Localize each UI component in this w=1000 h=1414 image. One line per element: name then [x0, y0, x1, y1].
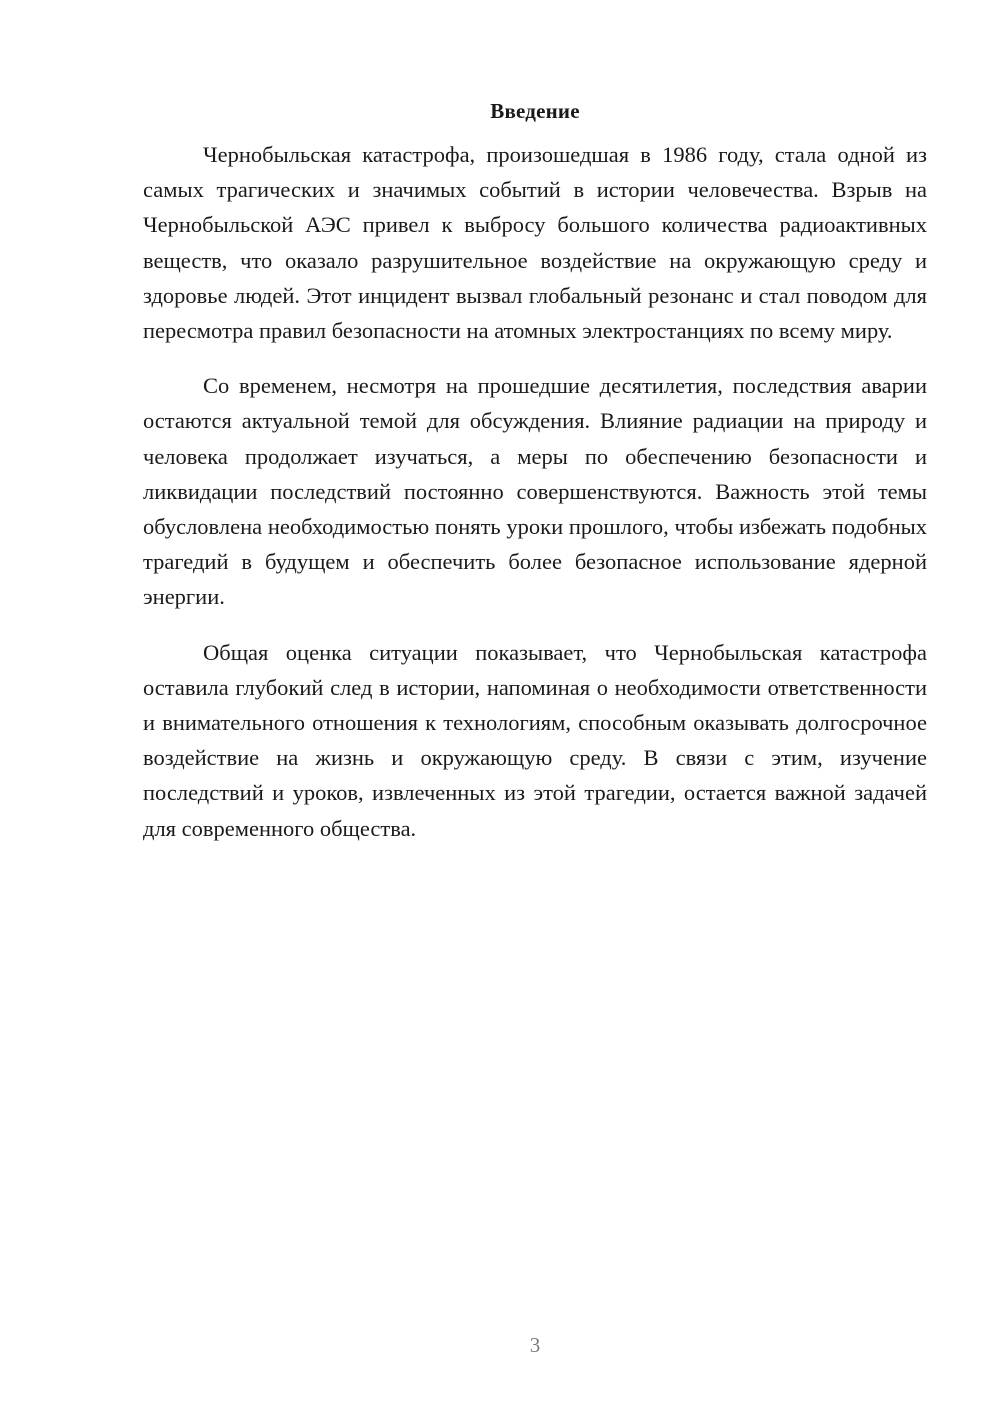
paragraph-3: Общая оценка ситуации показывает, что Чернобыльская катастрофа оставила глубокий след в истории, напоминая о необходимости ответственности и внимательного отношения к технологиям, способным оказывать долгосрочное воздействие на жизнь и окружающую среду. В связи с этим, изучение последствий и уроков, извлеченных из этой трагедии, остается важной задачей для современного общества.	[143, 639, 927, 841]
section-title: Введение	[490, 99, 580, 123]
paragraph-1: Чернобыльская катастрофа, произошедшая в 1986 году, стала одной из самых трагических и значимых событий в истории человечества. Взрыв на Чернобыльской АЭС привел к выбросу большого количества радиоактивных веществ, что оказало разрушительное воздействие на окружающую среду и здоровье людей. Этот инцидент вызвал глобальный резонанс и стал поводом для пересмотра правил безопасности на атомных электростанциях по всему миру.	[143, 142, 927, 344]
page-content	[143, 95, 927, 866]
page-number: 3	[529, 1333, 541, 1357]
paragraph-2: Со временем, несмотря на прошедшие десятилетия, последствия аварии остаются актуальной темой для обсуждения. Влияние радиации на природу и человека продолжает изучаться, а меры по обеспечению безопасности и ликвидации последствий постоянно совершенствуются. Важность этой темы обусловлена необходимостью понять уроки прошлого, чтобы избежать подобных трагедий в будущем и обеспечить более безопасное использование ядерной энергии.	[143, 373, 927, 610]
